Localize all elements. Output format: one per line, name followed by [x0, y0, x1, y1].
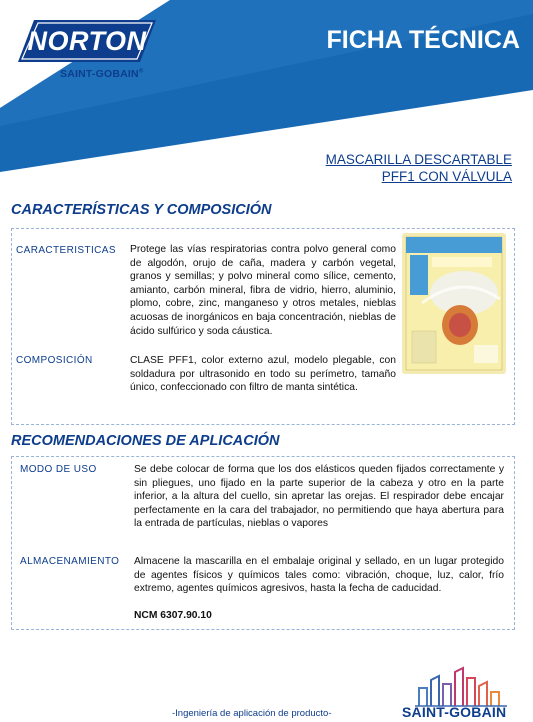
section-title-caracteristicas: CARACTERÍSTICAS Y COMPOSICIÓN [11, 202, 272, 218]
product-title-line1: MASCARILLA DESCARTABLE [325, 152, 512, 167]
mask-package-icon [402, 233, 506, 374]
label-composicion: COMPOSICIÓN [16, 355, 93, 366]
product-title [250, 151, 512, 185]
mask-package-photo [402, 233, 506, 374]
text-caracteristicas: Protege las vías respiratorias contra polvo general como de algodón, orujo de caña, madera y carbón vegetal, granos y semillas; y polvo mineral como sílice, cemento, amianto, carbón mineral, fibra de vidrio, hierro, aluminio, plomo, cobre, zinc, manganeso y otros metales, nieblas acuosas de inorgánicos en baja concentración, nieblas de ácido sulfúrico y soda cáustica. [130, 244, 396, 337]
footer-note: -Ingeniería de aplicación de producto- [172, 708, 332, 719]
text-almacenamiento: Almacene la mascarilla en el embalaje original y sellado, en un lugar protegido de agentes físicos y químicos tales como: vibración, choque, luz, calor, frío extremo, agentes químicos agresivos, hasta la fecha de caducidad. [134, 556, 504, 595]
ncm-code: NCM 6307.90.10 [134, 610, 212, 621]
label-caracteristicas: CARACTERISTICAS [16, 245, 116, 256]
norton-brand-text: NORTON [27, 26, 147, 56]
label-modo-de-uso: MODO DE USO [20, 464, 97, 475]
page-title: FICHA TÉCNICA [326, 26, 520, 54]
section-title-recomendaciones: RECOMENDACIONES DE APLICACIÓN [11, 433, 280, 449]
saint-gobain-wordmark: SAINT-GOBAIN [402, 704, 507, 720]
label-almacenamiento: ALMACENAMIENTO [20, 556, 120, 567]
norton-logo [16, 18, 158, 90]
saint-gobain-building-icon [413, 666, 513, 708]
norton-sub-brand: SAINT-GOBAIN® [60, 68, 144, 80]
text-modo-de-uso: Se debe colocar de forma que los dos elásticos queden fijados correctamente y sin pliegues, uno fijado en la parte superior de la cabeza y otro en la parte inferior, a la altura del cuello, sin apretar las orejas. El respirador debe encajar perfectamente en la cara del trabajador, no permitiendo que haya abertura para la entrada de partículas, nieblas o vapores [134, 464, 504, 530]
text-composicion: CLASE PFF1, color externo azul, modelo plegable, con soldadura por ultrasonido en todo su perímetro, tamaño único, confeccionado con filtro de manta sintética. [130, 355, 396, 394]
product-title-line2: PFF1 CON VÁLVULA [381, 169, 512, 184]
